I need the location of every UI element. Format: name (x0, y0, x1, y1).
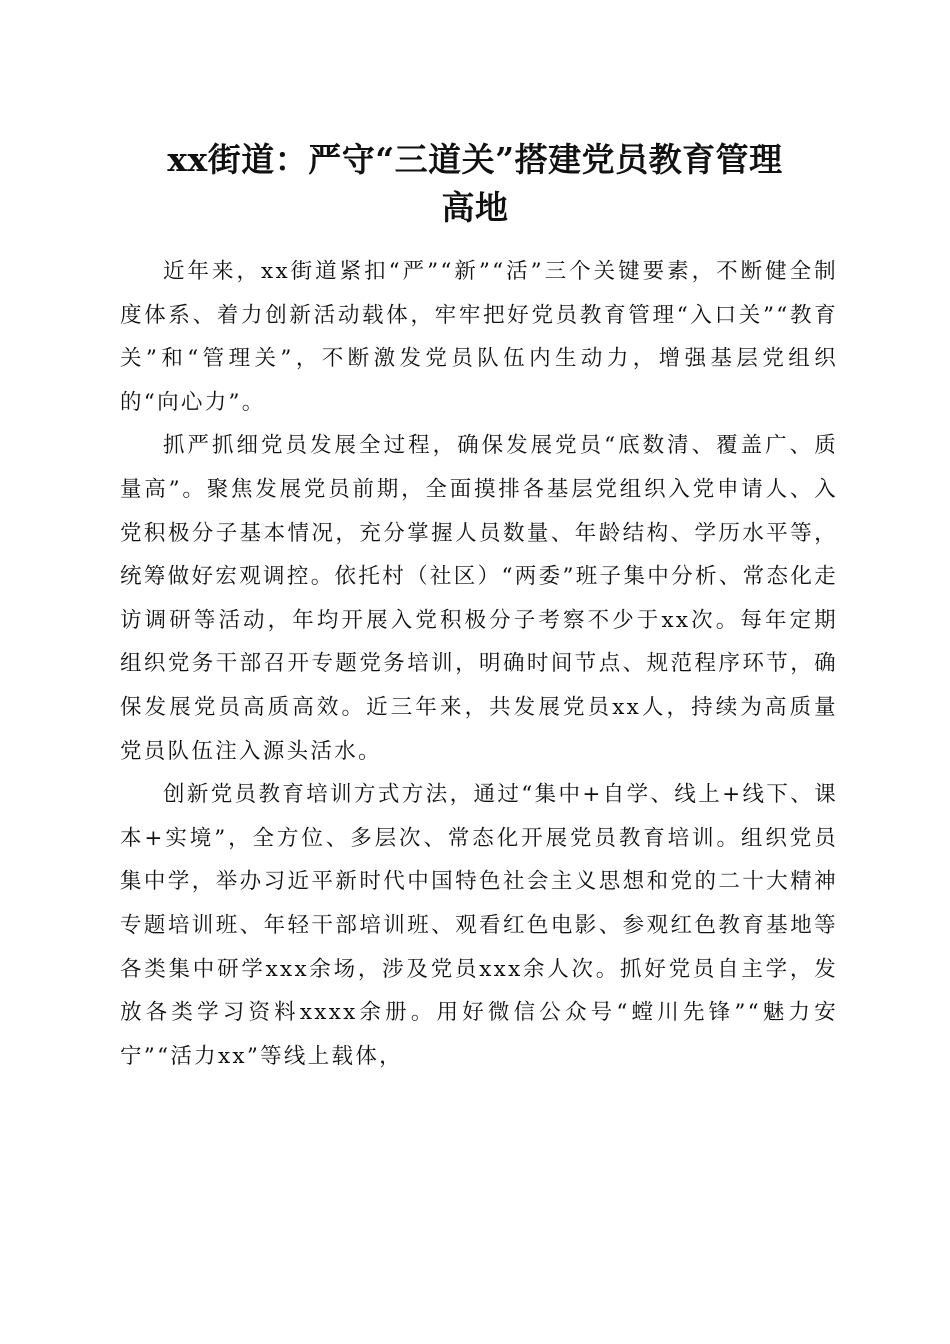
paragraph-intro: 近年来，xx街道紧扣“严”“新”“活”三个关键要素，不断健全制度体系、着力创新活动载体，牢牢把好党员教育管理“入口关”“教育关”和“管理关”，不断激发党员队伍内生动力，增强基层党组织的“向心力”。 (120, 259, 838, 415)
article-body (120, 250, 838, 1078)
article-title-line-2: 高地 (441, 188, 509, 227)
paragraph-member-development: 抓严抓细党员发展全过程，确保发展党员“底数清、覆盖广、质量高”。聚焦发展党员前期，全面摸排各基层党组织入党申请人、入党积极分子基本情况，充分掌握人员数量、年龄结构、学历水平等，统筹做好宏观调控。依托村（社区）“两委”班子集中分析、常态化走访调研等活动，年均开展入党积极分子考察不少于xx次。每年定期组织党务干部召开专题党务培训，明确时间节点、规范程序环节，确保发展党员高质高效。近三年来，共发展党员xx人，持续为高质量党员队伍注入源头活水。 (120, 433, 838, 764)
article-title-line-1: xx街道：严守“三道关”搭建党员教育管理 (167, 140, 783, 179)
paragraph-education-training: 创新党员教育培训方式方法，通过“集中+自学、线上+线下、课本+实境”，全方位、多层次、常态化开展党员教育培训。组织党员集中学，举办习近平新时代中国特色社会主义思想和党的二十大精神专题培训班、年轻干部培训班、观看红色电影、参观红色教育基地等各类集中研学xxx余场，涉及党员xxx余人次。抓好党员自主学，发放各类学习资料xxxx余册。用好微信公众号“螳川先锋”“魅力安宁”“活力xx”等线上载体， (120, 782, 838, 1069)
article-title (100, 136, 850, 232)
